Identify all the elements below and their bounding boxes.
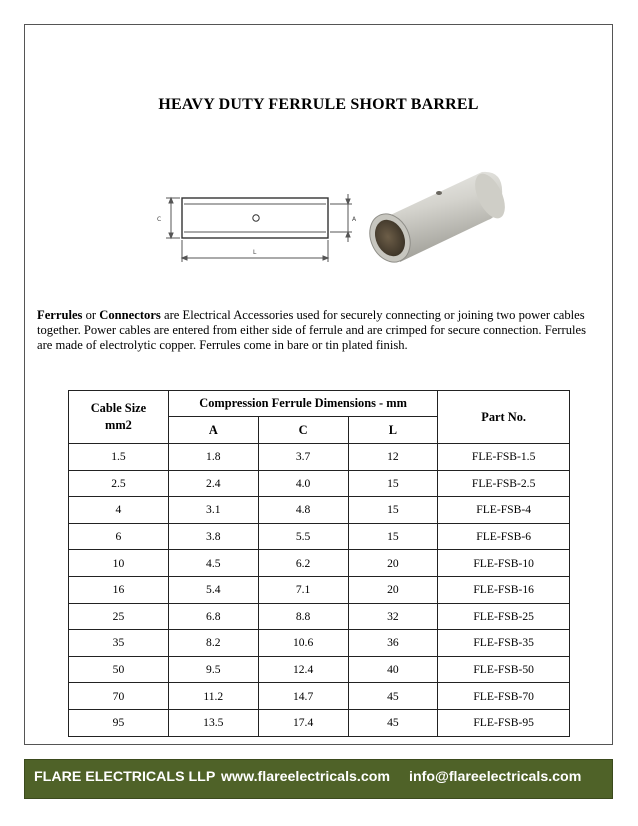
table-row bbox=[69, 470, 570, 497]
cell-a: 5.4 bbox=[168, 576, 258, 603]
cell-a: 2.4 bbox=[168, 470, 258, 497]
cell-l: 15 bbox=[348, 497, 438, 524]
cell-part: FLE-FSB-1.5 bbox=[438, 444, 570, 471]
dim-label-c: C bbox=[157, 216, 162, 223]
cell-c: 17.4 bbox=[258, 709, 348, 736]
cell-a: 4.5 bbox=[168, 550, 258, 577]
cell-part: FLE-FSB-16 bbox=[438, 576, 570, 603]
cell-part: FLE-FSB-35 bbox=[438, 630, 570, 657]
cell-l: 20 bbox=[348, 550, 438, 577]
footer-website[interactable]: www.flareelectricals.com bbox=[221, 769, 391, 785]
cell-size: 10 bbox=[69, 550, 169, 577]
cell-c: 3.7 bbox=[258, 444, 348, 471]
table-row bbox=[69, 444, 570, 471]
cell-size: 70 bbox=[69, 683, 169, 710]
cell-a: 9.5 bbox=[168, 656, 258, 683]
cell-l: 40 bbox=[348, 656, 438, 683]
header-cable-size: Cable Size mm2 bbox=[69, 391, 169, 444]
cell-l: 15 bbox=[348, 523, 438, 550]
cell-part: FLE-FSB-95 bbox=[438, 709, 570, 736]
cell-l: 45 bbox=[348, 709, 438, 736]
table-body bbox=[69, 444, 570, 737]
page-title: HEAVY DUTY FERRULE SHORT BARREL bbox=[158, 96, 479, 113]
term-connectors: Connectors bbox=[99, 308, 161, 322]
cell-a: 3.8 bbox=[168, 523, 258, 550]
dimensions-table bbox=[68, 390, 570, 737]
cell-part: FLE-FSB-70 bbox=[438, 683, 570, 710]
cell-a: 8.2 bbox=[168, 630, 258, 657]
cell-size: 4 bbox=[69, 497, 169, 524]
cell-l: 32 bbox=[348, 603, 438, 630]
cell-a: 11.2 bbox=[168, 683, 258, 710]
cell-a: 1.8 bbox=[168, 444, 258, 471]
cell-c: 4.0 bbox=[258, 470, 348, 497]
cell-part: FLE-FSB-25 bbox=[438, 603, 570, 630]
table-row bbox=[69, 523, 570, 550]
table-row bbox=[69, 656, 570, 683]
ferrule-product-photo bbox=[366, 166, 508, 270]
cell-c: 8.8 bbox=[258, 603, 348, 630]
cell-part: FLE-FSB-2.5 bbox=[438, 470, 570, 497]
cell-c: 12.4 bbox=[258, 656, 348, 683]
table-row bbox=[69, 630, 570, 657]
cell-part: FLE-FSB-50 bbox=[438, 656, 570, 683]
cell-c: 6.2 bbox=[258, 550, 348, 577]
cell-part: FLE-FSB-4 bbox=[438, 497, 570, 524]
intro-paragraph bbox=[37, 308, 603, 353]
cell-size: 1.5 bbox=[69, 444, 169, 471]
header-c: C bbox=[258, 417, 348, 444]
dim-label-a: A bbox=[352, 216, 357, 223]
cell-c: 10.6 bbox=[258, 630, 348, 657]
header-dimensions-group: Compression Ferrule Dimensions - mm bbox=[168, 391, 437, 417]
table-row bbox=[69, 576, 570, 603]
cell-l: 45 bbox=[348, 683, 438, 710]
footer-bar bbox=[24, 759, 613, 799]
dim-label-l: L bbox=[253, 249, 257, 256]
cell-c: 14.7 bbox=[258, 683, 348, 710]
cell-size: 16 bbox=[69, 576, 169, 603]
cell-c: 5.5 bbox=[258, 523, 348, 550]
cell-l: 20 bbox=[348, 576, 438, 603]
header-part-no: Part No. bbox=[438, 391, 570, 444]
cell-c: 4.8 bbox=[258, 497, 348, 524]
cell-size: 95 bbox=[69, 709, 169, 736]
cell-size: 6 bbox=[69, 523, 169, 550]
cell-l: 15 bbox=[348, 470, 438, 497]
cell-size: 25 bbox=[69, 603, 169, 630]
cell-l: 36 bbox=[348, 630, 438, 657]
cell-size: 35 bbox=[69, 630, 169, 657]
header-l: L bbox=[348, 417, 438, 444]
table-row bbox=[69, 683, 570, 710]
cell-c: 7.1 bbox=[258, 576, 348, 603]
cell-l: 12 bbox=[348, 444, 438, 471]
footer-email[interactable]: info@flareelectricals.com bbox=[409, 769, 582, 785]
cell-part: FLE-FSB-10 bbox=[438, 550, 570, 577]
intro-or: or bbox=[82, 308, 100, 322]
ferrule-dimension-drawing bbox=[152, 186, 362, 266]
table-row bbox=[69, 550, 570, 577]
cell-part: FLE-FSB-6 bbox=[438, 523, 570, 550]
table-row bbox=[69, 497, 570, 524]
intro-text: are Electrical Accessories used for securely connecting or joining two power cables together. Power cables are entered from either side of ferrule and are crimped for secure connection. Ferrules are made of electrolytic copper. Ferrules come in bare or tin plated finish. bbox=[37, 308, 586, 352]
cell-size: 50 bbox=[69, 656, 169, 683]
table-row bbox=[69, 709, 570, 736]
footer-company: FLARE ELECTRICALS LLP bbox=[34, 769, 216, 785]
cell-size: 2.5 bbox=[69, 470, 169, 497]
term-ferrules: Ferrules bbox=[37, 308, 83, 322]
cell-a: 6.8 bbox=[168, 603, 258, 630]
header-a: A bbox=[168, 417, 258, 444]
cell-a: 3.1 bbox=[168, 497, 258, 524]
cell-a: 13.5 bbox=[168, 709, 258, 736]
table-row bbox=[69, 603, 570, 630]
